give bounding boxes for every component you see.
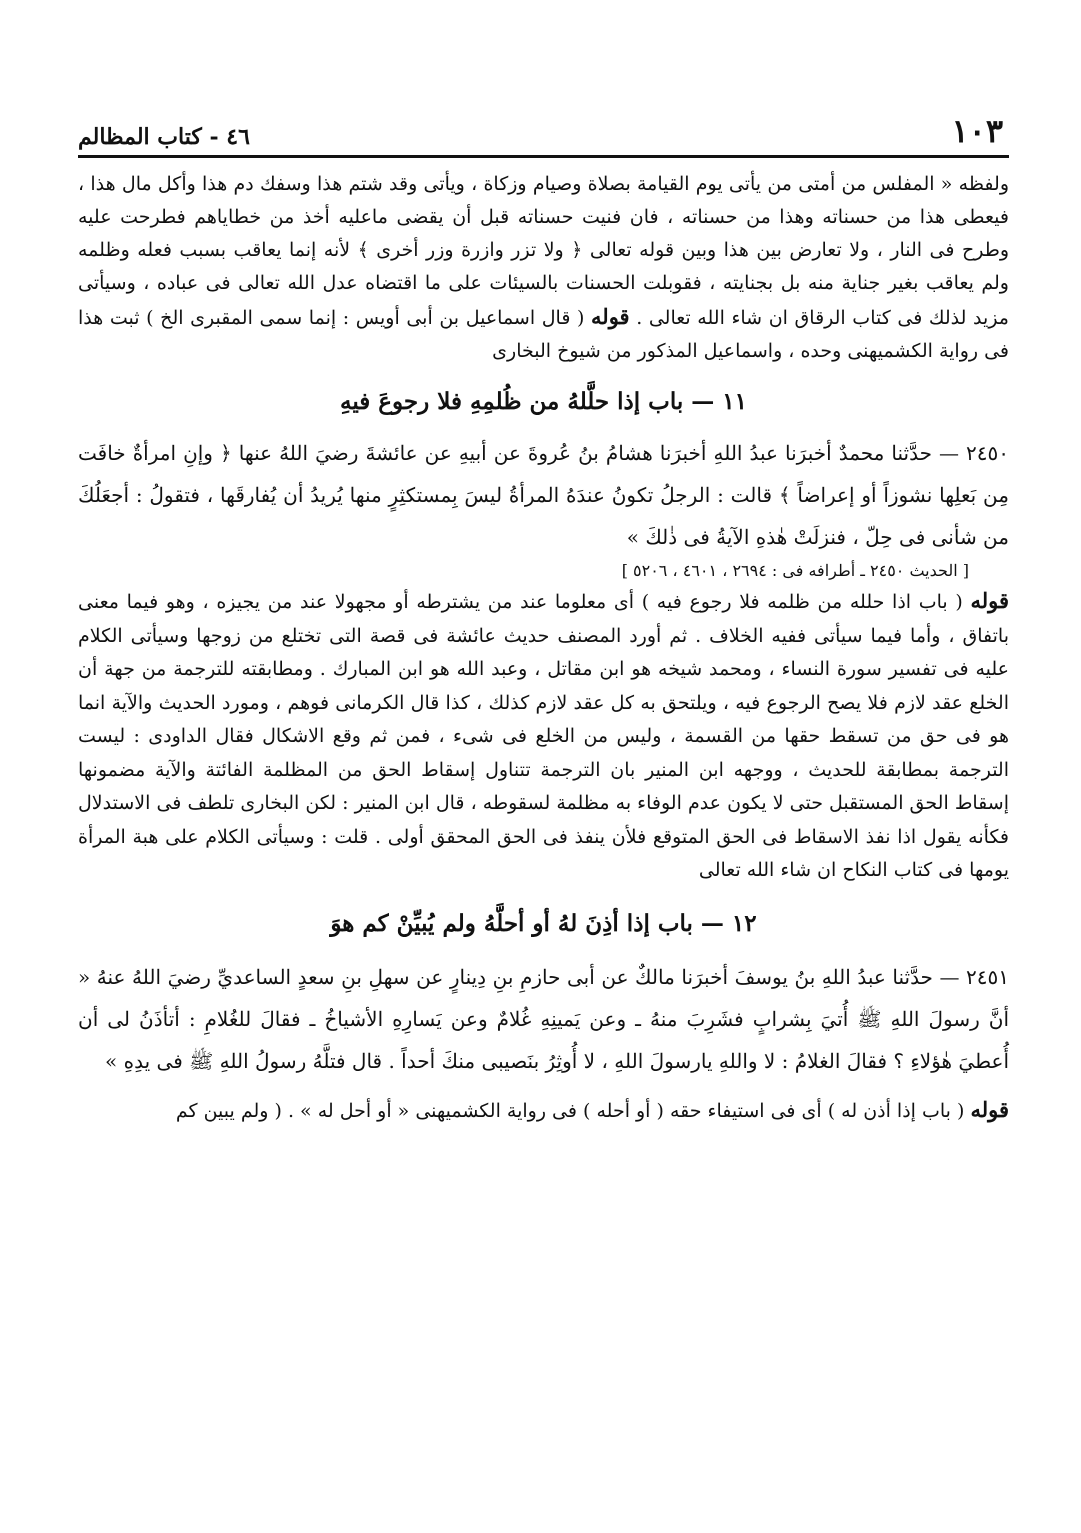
page-number: ١٠٣	[951, 112, 1003, 150]
hadith-text: ٢٤٥١ — حدَّثنا عبدُ اللهِ بنُ يوسفَ أخبرَنا مالكٌ عن أبى حازمِ بنِ دِينارٍ عن سهلِ بنِ سعدٍ الساعديِّ رضيَ اللهُ عنهُ « أنَّ رسولَ اللهِ ﷺ أُتيَ بِشرابٍ فشَرِبَ منهُ ـ وعن يَمينِهِ غُلامٌ وعن يَسارِهِ الأشياخُ ـ فقالَ للغُلامِ : أتأذَنُ لى أن أُعطيَ هٰؤلاءِ ؟ فقالَ الغلامُ : لا واللهِ يارسولَ اللهِ ، لا أُوثِرُ بنَصيبى منكَ أحداً . قال فتلَّهُ رسولُ اللهِ ﷺ فى يدِهِ »	[78, 964, 1009, 1073]
bab-heading: ١٢ — باب إذا أذِنَ لهُ أو أحلَّهُ ولم يُبيِّنْ كم هوَ	[330, 909, 757, 937]
commentary-text: ولفظه « المفلس من أمتى من يأتى يوم القيامة بصلاة وصيام وزكاة ، ويأتى وقد شتم هذا وسفك دم هذا وأكل مال هذا ، فيعطى هذا من حسناته وهذا من حسناته ، فان فنيت حسناته قبل أن يقضى ماعليه أخذ من خطاياهم فطرحت عليه وطرح فى النار ، ولا تعارض بين هذا وبين قوله تعالى ﴿ ولا تزر وازرة وزر أخرى ﴾ لأنه إنما يعاقب بسبب فعله وظلمه ولم يعاقب بغير جناية منه بل بجنايته ، فقوبلت الحسنات بالسيئات على ما اقتضاه عدل الله تعالى فى عباده ، وسيأتى مزيد لذلك فى كتاب الرقاق ان شاء الله تعالى .	[78, 173, 1009, 329]
header-rule	[78, 155, 1009, 158]
commentary-paragraph	[78, 1092, 1009, 1129]
commentary-text: ( قال اسماعيل بن أبى أويس : إنما سمى المقبرى الخ ) ثبت هذا فى رواية الكشميهنى وحده ، واسماعيل المذكور من شيوخ البخارى	[78, 307, 1009, 362]
chapter-title: ٤٦ - كتاب المظالم	[78, 124, 250, 150]
commentary-text: ( باب إذا أذن له ) أى فى استيفاء حقه ( أو أحله ) فى رواية الكشميهنى « أو أحل له » . ( ولم يبين كم	[175, 1099, 965, 1122]
commentary-keyword: قوله	[970, 588, 1009, 613]
hadith-text: ٢٤٥٠ — حدَّثنا محمدٌ أخبرَنا عبدُ اللهِ أخبرَنا هشامُ بنُ عُروةَ عن أبيهِ عن عائشةَ رضيَ اللهُ عنها ﴿ وإنِ امرأةٌ خافَت مِن بَعلِها نشوزاً أو إعراضاً ﴾ قالت : الرجلُ تكونُ عندَهُ المرأةُ ليسَ بِمستكثِرٍ منها يُريدُ أن يُفارقَها ، فتقولُ : أجعَلُكَ من شأنى فى حِلّ ، فنزلَتْ هٰذهِ الآيةُ فى ذٰلكَ »	[78, 441, 1009, 549]
hadith-reference: [ الحديث ٢٤٥٠ ـ أطرافه فى : ٢٦٩٤ ، ٤٦٠١ ، ٥٢٠٦ ]	[621, 561, 969, 580]
running-header	[78, 110, 1003, 150]
commentary-paragraph	[78, 584, 1009, 888]
commentary-keyword: قوله	[970, 1096, 1009, 1122]
bab-heading: ١١ — باب إذا حلَّلهُ من ظُلمِهِ فلا رجوعَ فيهِ	[340, 388, 747, 415]
commentary-text: ( باب اذا حلله من ظلمه فلا رجوع فيه ) أى معلوما عند من يشترطه أو مجهولا عند من يجيزه ، وهو فيما معنى باتفاق ، وأما فيما سيأتى ففيه الخلاف . ثم أورد المصنف حديث عائشة فى قصة التى تختلع من زوجها وسيأتى الكلام عليه فى تفسير سورة النساء ، ومحمد شيخه هو ابن مقاتل ، وعبد الله هو ابن المبارك . ومطابقته للترجمة من جهة أن الخلع عقد لازم فلا يصح الرجوع فيه ، ويلتحق به كل عقد لازم كذلك ، كذا قال الكرمانى فوهم ، ومورد الحديث والآية انما هو فى حق من تسقط حقها من القسمة ، وليس من الخلع فى شىء ، فمن ثم وقع الاشكال فقال الداودى : ليست الترجمة بمطابقة للحديث ، ووجهه ابن المنير بان الترجمة تتناول إسقاط الحق من المظلمة الفائتة والآية مضمونها إسقاط الحق المستقبل حتى لا يكون عدم الوفاء به مظلمة لسقوطه ، قال ابن المنير : لكن البخارى تلطف فى الاستدلال فكأنه يقول اذا نفذ الاسقاط فى الحق المتوقع فلأن ينفذ فى الحق المحقق أولى . قلت : وسيأتى الكلام على هبة المرأة يومها فى كتاب النكاح ان شاء الله تعالى	[78, 591, 1009, 881]
commentary-paragraph	[78, 168, 1009, 368]
commentary-keyword: قوله	[591, 304, 630, 329]
page-body	[78, 168, 1009, 1129]
